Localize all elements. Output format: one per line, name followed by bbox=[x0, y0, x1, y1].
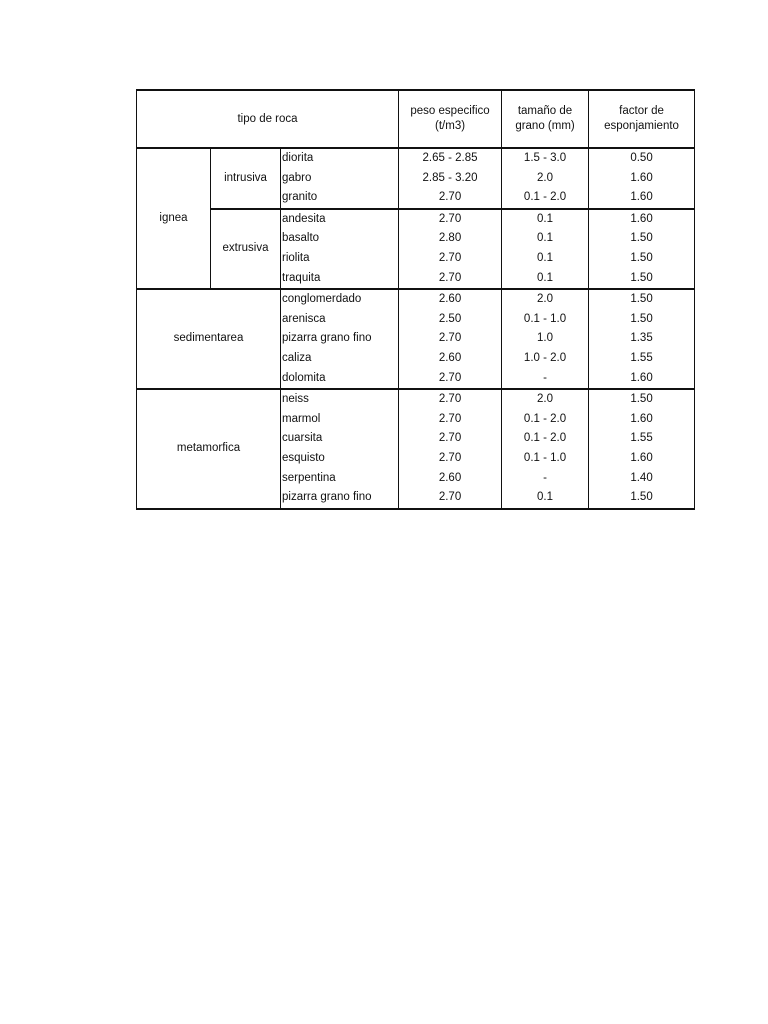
factor-value: 1.60 bbox=[589, 410, 695, 430]
grano-value: 1.0 bbox=[502, 329, 589, 349]
rock-name: neiss bbox=[281, 389, 399, 410]
grano-value: - bbox=[502, 469, 589, 489]
grano-value: 0.1 - 2.0 bbox=[502, 410, 589, 430]
peso-value: 2.70 bbox=[399, 429, 502, 449]
peso-value: 2.70 bbox=[399, 369, 502, 390]
factor-value: 1.55 bbox=[589, 349, 695, 369]
group-sedimentarea: sedimentarea bbox=[137, 289, 281, 389]
grano-value: 0.1 - 2.0 bbox=[502, 188, 589, 209]
factor-value: 1.60 bbox=[589, 209, 695, 230]
grano-value: 0.1 - 2.0 bbox=[502, 429, 589, 449]
grano-value: 0.1 bbox=[502, 269, 589, 290]
factor-value: 1.55 bbox=[589, 429, 695, 449]
rock-name: cuarsita bbox=[281, 429, 399, 449]
rock-name: arenisca bbox=[281, 310, 399, 330]
factor-value: 1.50 bbox=[589, 310, 695, 330]
header-peso-line1: peso especifico bbox=[410, 105, 490, 117]
grano-value: 2.0 bbox=[502, 389, 589, 410]
header-tamano-grano bbox=[502, 90, 589, 148]
factor-value: 1.35 bbox=[589, 329, 695, 349]
subgroup-extrusiva: extrusiva bbox=[211, 209, 281, 289]
rock-name: granito bbox=[281, 188, 399, 209]
factor-value: 1.50 bbox=[589, 269, 695, 290]
factor-value: 1.50 bbox=[589, 488, 695, 509]
rock-name: diorita bbox=[281, 148, 399, 169]
group-ignea: ignea bbox=[137, 148, 211, 289]
subgroup-intrusiva: intrusiva bbox=[211, 148, 281, 209]
peso-value: 2.70 bbox=[399, 449, 502, 469]
header-factor-line2: esponjamiento bbox=[604, 120, 679, 132]
factor-value: 1.50 bbox=[589, 249, 695, 269]
header-tipo-de-roca: tipo de roca bbox=[137, 90, 399, 148]
peso-value: 2.70 bbox=[399, 389, 502, 410]
factor-value: 1.60 bbox=[589, 369, 695, 390]
header-tamano-line2: grano (mm) bbox=[515, 120, 575, 132]
header-peso-especifico bbox=[399, 90, 502, 148]
grano-value: 2.0 bbox=[502, 289, 589, 310]
rock-name: caliza bbox=[281, 349, 399, 369]
table-row bbox=[137, 289, 695, 310]
factor-value: 1.60 bbox=[589, 169, 695, 189]
table-row bbox=[137, 389, 695, 410]
rock-name: gabro bbox=[281, 169, 399, 189]
rock-name: dolomita bbox=[281, 369, 399, 390]
peso-value: 2.70 bbox=[399, 488, 502, 509]
grano-value: 0.1 bbox=[502, 249, 589, 269]
factor-value: 1.50 bbox=[589, 229, 695, 249]
grano-value: 0.1 bbox=[502, 229, 589, 249]
rock-name: serpentina bbox=[281, 469, 399, 489]
rock-name: riolita bbox=[281, 249, 399, 269]
rock-name: andesita bbox=[281, 209, 399, 230]
grano-value: 0.1 - 1.0 bbox=[502, 449, 589, 469]
peso-value: 2.60 bbox=[399, 289, 502, 310]
grano-value: 0.1 bbox=[502, 209, 589, 230]
peso-value: 2.70 bbox=[399, 188, 502, 209]
table-header-row bbox=[137, 90, 695, 148]
rock-name: pizarra grano fino bbox=[281, 488, 399, 509]
header-factor-esponjamiento bbox=[589, 90, 695, 148]
header-factor-line1: factor de bbox=[619, 105, 664, 117]
rock-properties-table bbox=[136, 89, 695, 510]
peso-value: 2.70 bbox=[399, 329, 502, 349]
peso-value: 2.65 - 2.85 bbox=[399, 148, 502, 169]
grano-value: 1.5 - 3.0 bbox=[502, 148, 589, 169]
peso-value: 2.80 bbox=[399, 229, 502, 249]
grano-value: 2.0 bbox=[502, 169, 589, 189]
peso-value: 2.70 bbox=[399, 269, 502, 290]
header-peso-line2: (t/m3) bbox=[435, 120, 466, 132]
peso-value: 2.50 bbox=[399, 310, 502, 330]
peso-value: 2.60 bbox=[399, 349, 502, 369]
table-row bbox=[137, 148, 695, 169]
table-row bbox=[137, 209, 695, 230]
rock-name: pizarra grano fino bbox=[281, 329, 399, 349]
factor-value: 1.40 bbox=[589, 469, 695, 489]
grano-value: 1.0 - 2.0 bbox=[502, 349, 589, 369]
rock-name: esquisto bbox=[281, 449, 399, 469]
grano-value: 0.1 bbox=[502, 488, 589, 509]
peso-value: 2.70 bbox=[399, 249, 502, 269]
group-metamorfica: metamorfica bbox=[137, 389, 281, 509]
peso-value: 2.60 bbox=[399, 469, 502, 489]
peso-value: 2.70 bbox=[399, 209, 502, 230]
factor-value: 1.50 bbox=[589, 289, 695, 310]
grano-value: 0.1 - 1.0 bbox=[502, 310, 589, 330]
peso-value: 2.85 - 3.20 bbox=[399, 169, 502, 189]
factor-value: 1.60 bbox=[589, 449, 695, 469]
header-tamano-line1: tamaño de bbox=[517, 105, 573, 117]
rock-name: traquita bbox=[281, 269, 399, 290]
rock-name: basalto bbox=[281, 229, 399, 249]
peso-value: 2.70 bbox=[399, 410, 502, 430]
factor-value: 1.50 bbox=[589, 389, 695, 410]
factor-value: 1.60 bbox=[589, 188, 695, 209]
rock-name: marmol bbox=[281, 410, 399, 430]
factor-value: 0.50 bbox=[589, 148, 695, 169]
grano-value: - bbox=[502, 369, 589, 390]
rock-name: conglomerdado bbox=[281, 289, 399, 310]
